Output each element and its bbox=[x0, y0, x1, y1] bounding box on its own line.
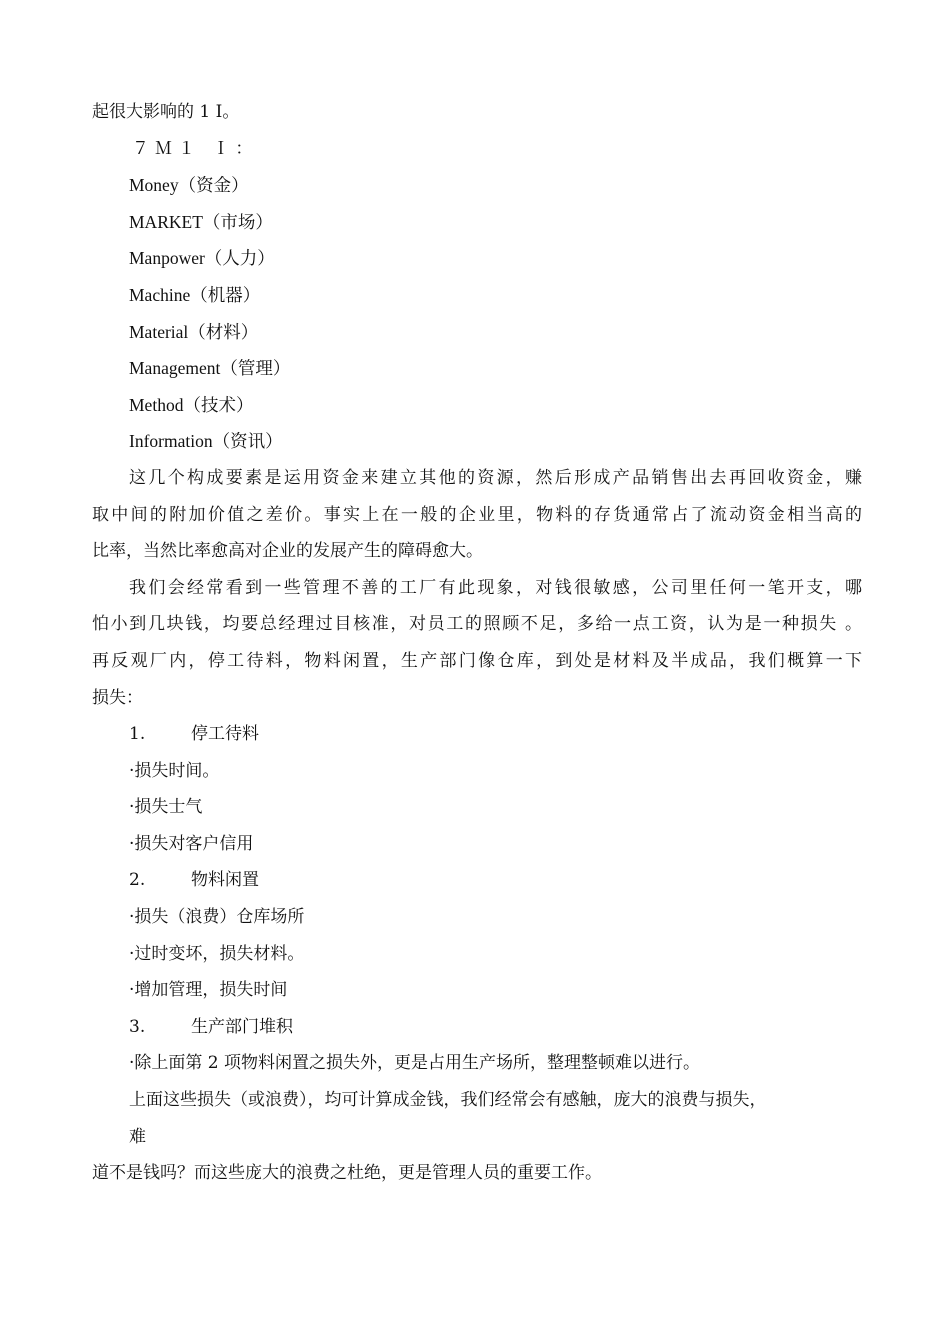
paragraph-1-line-3: 比率，当然比率愈高对企业的发展产生的障碍愈大。 bbox=[92, 541, 483, 562]
paragraph-1-line-2: 取中间的附加价值之差价。事实上在一般的企业里，物料的存货通常占了流动资金相当高的 bbox=[92, 504, 862, 525]
list-item-machine: Machine（机器） bbox=[129, 284, 261, 305]
numbered-heading-number: 2. bbox=[129, 870, 146, 891]
numbered-heading-title: 物料闲置 bbox=[191, 870, 259, 891]
list-item-management: Management（管理） bbox=[129, 358, 291, 379]
bullet-item: ·除上面第 2 项物料闲置之损失外，更是占用生产场所，整理整顿难以进行。 bbox=[129, 1053, 701, 1074]
list-item-money: Money（资金） bbox=[129, 175, 249, 196]
list-item-material: Material（材料） bbox=[129, 321, 259, 342]
numbered-heading-title: 停工待料 bbox=[191, 724, 259, 745]
numbered-heading-number: 1. bbox=[129, 724, 146, 745]
list-item-market: MARKET（市场） bbox=[129, 211, 273, 232]
list-item-manpower: Manpower（人力） bbox=[129, 248, 275, 269]
closing-line-1: 上面这些损失（或浪费），均可计算成金钱，我们经常会有感触，庞大的浪费与损失， bbox=[129, 1090, 767, 1111]
bullet-item: ·过时变坏，损失材料。 bbox=[129, 943, 305, 964]
bullet-item: ·损失时间。 bbox=[129, 760, 220, 781]
numbered-heading-title: 生产部门堆积 bbox=[191, 1016, 293, 1037]
paragraph-2-line-3: 再反观厂内，停工待料，物料闲置，生产部门像仓库，到处是材料及半成品，我们概算一下 bbox=[92, 650, 862, 671]
document-page bbox=[92, 94, 862, 1192]
closing-line-2: 难 bbox=[129, 1126, 146, 1147]
bullet-item: ·增加管理，损失时间 bbox=[129, 980, 288, 1001]
numbered-heading-2 bbox=[92, 862, 862, 899]
intro-tail-line: 起很大影响的 1 I。 bbox=[92, 102, 240, 122]
bullet-item: ·损失士气 bbox=[129, 797, 203, 818]
bullet-item: ·损失（浪费）仓库场所 bbox=[129, 907, 305, 928]
paragraph-2-line-1: 我们会经常看到一些管理不善的工厂有此现象，对钱很敏感，公司里任何一笔开支，哪 bbox=[129, 577, 862, 598]
numbered-heading-number: 3. bbox=[129, 1016, 146, 1037]
numbered-heading-1 bbox=[92, 716, 862, 753]
bullet-item: ·损失对客户信用 bbox=[129, 833, 254, 854]
closing-line-3: 道不是钱吗？而这些庞大的浪费之杜绝，更是管理人员的重要工作。 bbox=[92, 1163, 602, 1184]
section-heading-7m1i: ７Ｍ１ Ｉ： bbox=[132, 138, 259, 159]
list-item-method: Method（技术） bbox=[129, 394, 254, 415]
paragraph-2-line-2: 怕小到几块钱，均要总经理过目核准，对员工的照顾不足，多给一点工资，认为是一种损失 。 bbox=[92, 614, 862, 635]
paragraph-2-line-4: 损失： bbox=[92, 687, 143, 708]
numbered-heading-3 bbox=[92, 1009, 862, 1046]
list-item-information: Information（资讯） bbox=[129, 431, 283, 452]
paragraph-1-line-1: 这几个构成要素是运用资金来建立其他的资源，然后形成产品销售出去再回收资金，赚 bbox=[129, 467, 862, 488]
